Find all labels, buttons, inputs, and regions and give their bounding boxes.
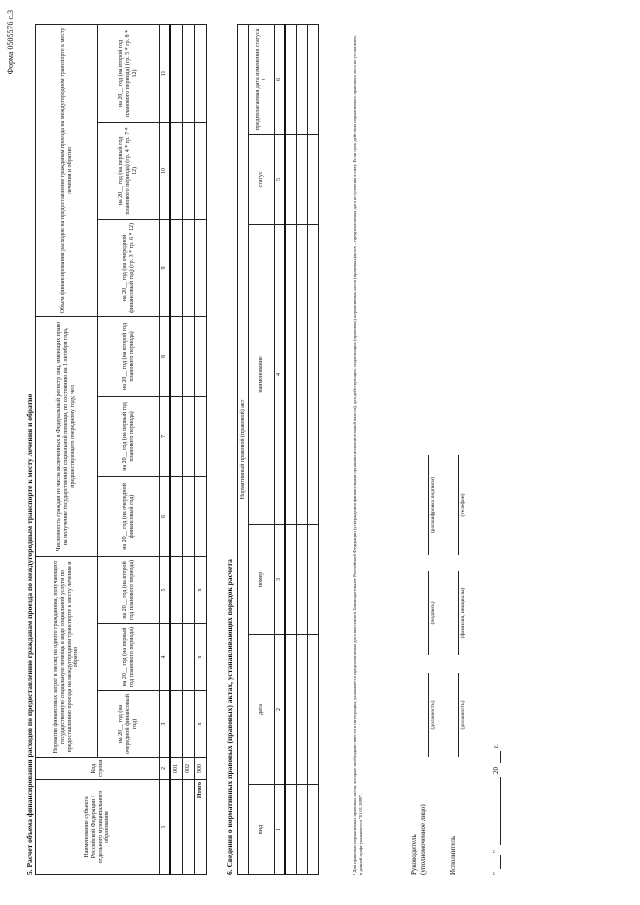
x-mark: x [194, 624, 206, 691]
column-number-row [275, 24, 286, 874]
cell [170, 624, 182, 691]
cell [170, 316, 182, 396]
cell [296, 225, 307, 525]
header-date: дата [249, 635, 275, 785]
header-col7: на 20__ год (на первый год планового периода) [98, 396, 160, 476]
header-type: вид [249, 785, 275, 875]
cell [296, 135, 307, 225]
colnum-3: 3 [275, 525, 286, 635]
cell [182, 476, 194, 556]
cell [285, 525, 296, 635]
cell [194, 476, 206, 556]
header-col4: на 20__ год (на первый год планового периода) [98, 624, 160, 691]
colnum-11: 11 [160, 24, 171, 122]
header-volume-group: Объем финансирования расходов на предоставление гражданам проезда на междугородном транспорте к месту лечения и обратно [36, 24, 98, 316]
executor-fio-caption: (фамилия, инициалы) [460, 587, 466, 639]
section6-table [237, 24, 319, 875]
colnum-1: 1 [275, 785, 286, 875]
header-status-change: предполагаемая дата изменения статуса ¹ [249, 24, 275, 134]
cell [285, 785, 296, 875]
cell [182, 691, 194, 758]
head-signature-line [428, 571, 429, 655]
cell [296, 24, 307, 134]
section6-title: 6. Сведения о нормативных правовых (правовых) актах, устанавливающих порядок расчета [225, 559, 234, 875]
header-title: наименование [249, 225, 275, 525]
colnum-6: 6 [160, 476, 171, 556]
head-position-line [428, 673, 429, 757]
cell [194, 24, 206, 122]
cell [170, 24, 182, 122]
date-year-prefix: 20 [492, 767, 500, 774]
header-col10: на 20__ год (на первый год планового периода) (гр. 4 * гр. 7 * 12) [98, 122, 160, 219]
colnum-6: 6 [275, 24, 286, 134]
cell [182, 316, 194, 396]
cell [307, 525, 318, 635]
colnum-8: 8 [160, 316, 171, 396]
table-row [170, 24, 182, 874]
head-label-2: (уполномоченное лицо) [419, 804, 427, 875]
cell [285, 135, 296, 225]
header-col8: на 20__ год (на второй год планового периода) [98, 316, 160, 396]
x-mark: x [194, 691, 206, 758]
head-signature-caption: (подпись) [430, 601, 436, 625]
cell [307, 635, 318, 785]
header-status: статус [249, 135, 275, 225]
column-number-row [160, 24, 171, 874]
cell [307, 785, 318, 875]
row-code: 002 [182, 758, 194, 780]
date-year-line [500, 751, 501, 763]
header-col9: на 20__ год (на очередной финансовый год) (гр. 3 * гр. 6 * 12) [98, 219, 160, 316]
cell [307, 135, 318, 225]
header-col3: на 20__ год (на очередной финансовый год) [98, 691, 160, 758]
total-row [194, 24, 206, 874]
colnum-1: 1 [160, 780, 171, 875]
cell [285, 24, 296, 134]
table-row [307, 24, 318, 874]
head-decoding-line [428, 455, 429, 555]
cell [194, 219, 206, 316]
table-row [296, 24, 307, 874]
cell [170, 476, 182, 556]
executor-phone-caption: (телефон) [460, 493, 466, 517]
head-position-caption: (должность) [430, 700, 436, 730]
header-col6: на 20__ год (на очередной финансовый год) [98, 476, 160, 556]
date-day-line [500, 855, 501, 869]
table-row [182, 24, 194, 874]
colnum-3: 3 [160, 691, 171, 758]
cell [170, 556, 182, 623]
cell [182, 556, 194, 623]
cell [170, 122, 182, 219]
head-decoding-caption: (расшифровка подписи) [430, 476, 436, 534]
cell [285, 635, 296, 785]
cell [170, 396, 182, 476]
cell [285, 225, 296, 525]
header-code: Код строки [36, 758, 160, 780]
cell [307, 225, 318, 525]
x-mark: x [194, 556, 206, 623]
table-row [285, 24, 296, 874]
cell [170, 691, 182, 758]
cell [182, 624, 194, 691]
colnum-4: 4 [160, 624, 171, 691]
header-col5: на 20__ год (на второй год планового периода) [98, 556, 160, 623]
cell [182, 24, 194, 122]
colnum-7: 7 [160, 396, 171, 476]
executor-fio-line [458, 571, 459, 655]
cell [182, 780, 194, 875]
header-name: Наименование субъекта Российской Федерации / отдельного муниципального образования [36, 780, 160, 875]
cell [194, 396, 206, 476]
cell [296, 785, 307, 875]
cell [194, 122, 206, 219]
executor-phone-line [458, 455, 459, 555]
colnum-10: 10 [160, 122, 171, 219]
cell [296, 525, 307, 635]
executor-label: Исполнитель [449, 835, 457, 875]
cell [307, 24, 318, 134]
total-label: Итого [194, 780, 206, 875]
header-col11: на 20__ год (на второй год планового периода) (гр. 5 * гр. 8 * 12) [98, 24, 160, 122]
colnum-4: 4 [275, 225, 286, 525]
footnote: ¹ Для правовых нормативных правовых актов, которые необходимо ввести в интеграции, указывается предполагаемая дата внесения в Законодательное Российской Федерации (утверждения финансовыми органами исполнительной власти); для действующих, подлежащих (правовых) нормативных актов (правовых)актов – предполагаемая дата вступления в силу. Если срок действия нормативного правового акта не установлен, в данной графе указывается "01.01.2099". [352, 35, 364, 875]
colnum-5: 5 [275, 135, 286, 225]
executor-position-line [458, 673, 459, 757]
header-norm-group: Норматив финансовых затрат в месяц на одного гражданина, получающего государственную социальную помощь в виде социальной услуги по предоставлению проезда на междугородном транспорте к месту лечения и обратно [36, 556, 98, 757]
colnum-5: 5 [160, 556, 171, 623]
colnum-2: 2 [160, 758, 171, 780]
date-month-line [500, 777, 501, 845]
cell [170, 219, 182, 316]
cell [182, 219, 194, 316]
cell [296, 635, 307, 785]
date-quote-open: " [492, 872, 500, 875]
header-number: номер [249, 525, 275, 635]
section6-group-header: Нормативный правовой (правовой) акт [238, 24, 249, 874]
executor-position-caption: (должность) [460, 700, 466, 730]
cell [182, 122, 194, 219]
total-code: 900 [194, 758, 206, 780]
colnum-2: 2 [275, 635, 286, 785]
form-code: Форма 0505576 с.3 [6, 10, 15, 75]
date-quote-close: " [492, 850, 500, 853]
cell [194, 316, 206, 396]
cell [170, 780, 182, 875]
colnum-9: 9 [160, 219, 171, 316]
date-year-suffix: г. [492, 744, 500, 748]
header-count-group: Численность граждан из числа включенных в Федеральный регистр лиц, имеющих право на получение государственной социальной помощи, по состоянию на 1 октября года, предшествующего очередному году, чел [36, 316, 98, 556]
section5-title: 5. Расчет объема финансирования расходов по предоставлению гражданам проезда по междугородным транспорте к месту лечения и обратно [25, 393, 34, 875]
cell [182, 396, 194, 476]
head-label: Руководитель [410, 834, 418, 875]
row-code: 001 [170, 758, 182, 780]
section5-table [35, 24, 207, 875]
